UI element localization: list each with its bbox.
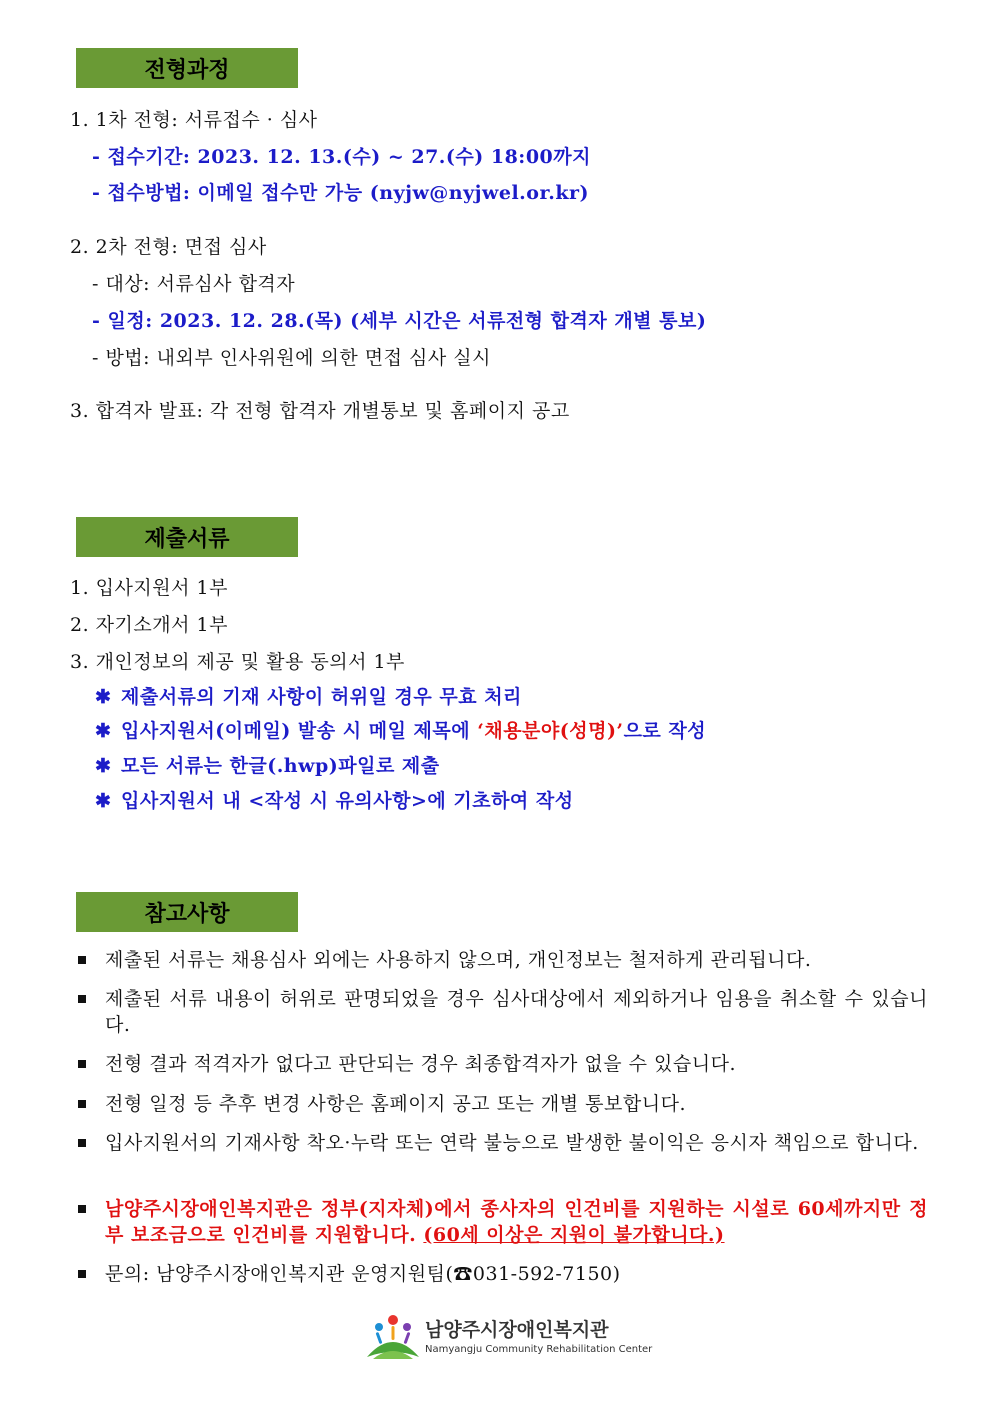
- center-logo: [365, 1313, 653, 1365]
- process-step2-method: - 방법: 내외부 인사위원에 의한 면접 심사 실시: [92, 347, 491, 369]
- process-step2-schedule: - 일정: 2023. 12. 28.(목) (세부 시간은 서류전형 합격자 개별 통보): [92, 310, 707, 332]
- section-header-reference: 참고사항: [76, 892, 298, 932]
- process-step2: 2. 2차 전형: 면접 심사: [70, 236, 267, 258]
- section-header-process: 전형과정: [76, 48, 298, 88]
- document-item-3: 3. 개인정보의 제공 및 활용 동의서 1부: [70, 651, 405, 673]
- reference-bullet-4: 전형 일정 등 추후 변경 사항은 홈페이지 공고 또는 개별 통보합니다.: [78, 1091, 928, 1117]
- document-note-4: ✱ 입사지원서 내 <작성 시 유의사항>에 기초하여 작성: [95, 790, 574, 812]
- asterisk-icon: ✱: [95, 686, 112, 708]
- document-item-1: 1. 입사지원서 1부: [70, 577, 228, 599]
- asterisk-icon: ✱: [95, 755, 112, 777]
- process-step1-method: - 접수방법: 이메일 접수만 가능 (nyjw@nyjwel.or.kr): [92, 182, 590, 204]
- square-bullet-icon: [78, 995, 86, 1003]
- document-item-2: 2. 자기소개서 1부: [70, 614, 228, 636]
- asterisk-icon: ✱: [95, 790, 112, 812]
- square-bullet-icon: [78, 1205, 86, 1213]
- reference-bullet-7: 문의: 남양주시장애인복지관 운영지원팀(☎031-592-7150): [78, 1261, 928, 1287]
- process-step1-period: - 접수기간: 2023. 12. 13.(수) ~ 27.(수) 18:00까지: [92, 146, 591, 168]
- process-step2-target: - 대상: 서류심사 합격자: [92, 273, 296, 295]
- document-note-1: ✱ 제출서류의 기재 사항이 허위일 경우 무효 처리: [95, 686, 522, 708]
- reference-bullet-5: 입사지원서의 기재사항 착오·누락 또는 연락 불능으로 발생한 불이익은 응시자 책임으로 합니다.: [78, 1130, 928, 1156]
- document-note-3: ✱ 모든 서류는 한글(.hwp)파일로 제출: [95, 755, 440, 777]
- process-step1: 1. 1차 전형: 서류접수 · 심사: [70, 109, 318, 131]
- section-header-documents: 제출서류: [76, 517, 298, 557]
- square-bullet-icon: [78, 1060, 86, 1068]
- reference-bullet-3: 전형 결과 적격자가 없다고 판단되는 경우 최종합격자가 없을 수 있습니다.: [78, 1051, 928, 1077]
- note-highlight: ‘채용분야(성명)’: [477, 720, 624, 742]
- reference-bullet-2: 제출된 서류 내용이 허위로 판명되었을 경우 심사대상에서 제외하거나 임용을 취소할 수 있습니다.: [78, 986, 928, 1038]
- logo-mark-icon: [365, 1313, 421, 1363]
- process-step3: 3. 합격자 발표: 각 전형 합격자 개별통보 및 홈페이지 공고: [70, 400, 570, 422]
- reference-bullet-1: 제출된 서류는 채용심사 외에는 사용하지 않으며, 개인정보는 철저하게 관리됩니다.: [78, 947, 928, 973]
- document-note-2: ✱ 입사지원서(이메일) 발송 시 메일 제목에 ‘채용분야(성명)’으로 작성: [95, 720, 707, 742]
- logo-english: Namyangju Community Rehabilitation Center: [425, 1344, 653, 1355]
- square-bullet-icon: [78, 956, 86, 964]
- square-bullet-icon: [78, 1100, 86, 1108]
- square-bullet-icon: [78, 1270, 86, 1278]
- asterisk-icon: ✱: [95, 720, 112, 742]
- reference-bullet-6: 남양주시장애인복지관은 정부(지자체)에서 종사자의 인건비를 지원하는 시설로 60세까지만 정부 보조금으로 인건비를 지원합니다. (60세 이상은 지원이 불가합니다.): [78, 1196, 928, 1248]
- square-bullet-icon: [78, 1139, 86, 1147]
- logo-name: 남양주시장애인복지관: [425, 1319, 609, 1341]
